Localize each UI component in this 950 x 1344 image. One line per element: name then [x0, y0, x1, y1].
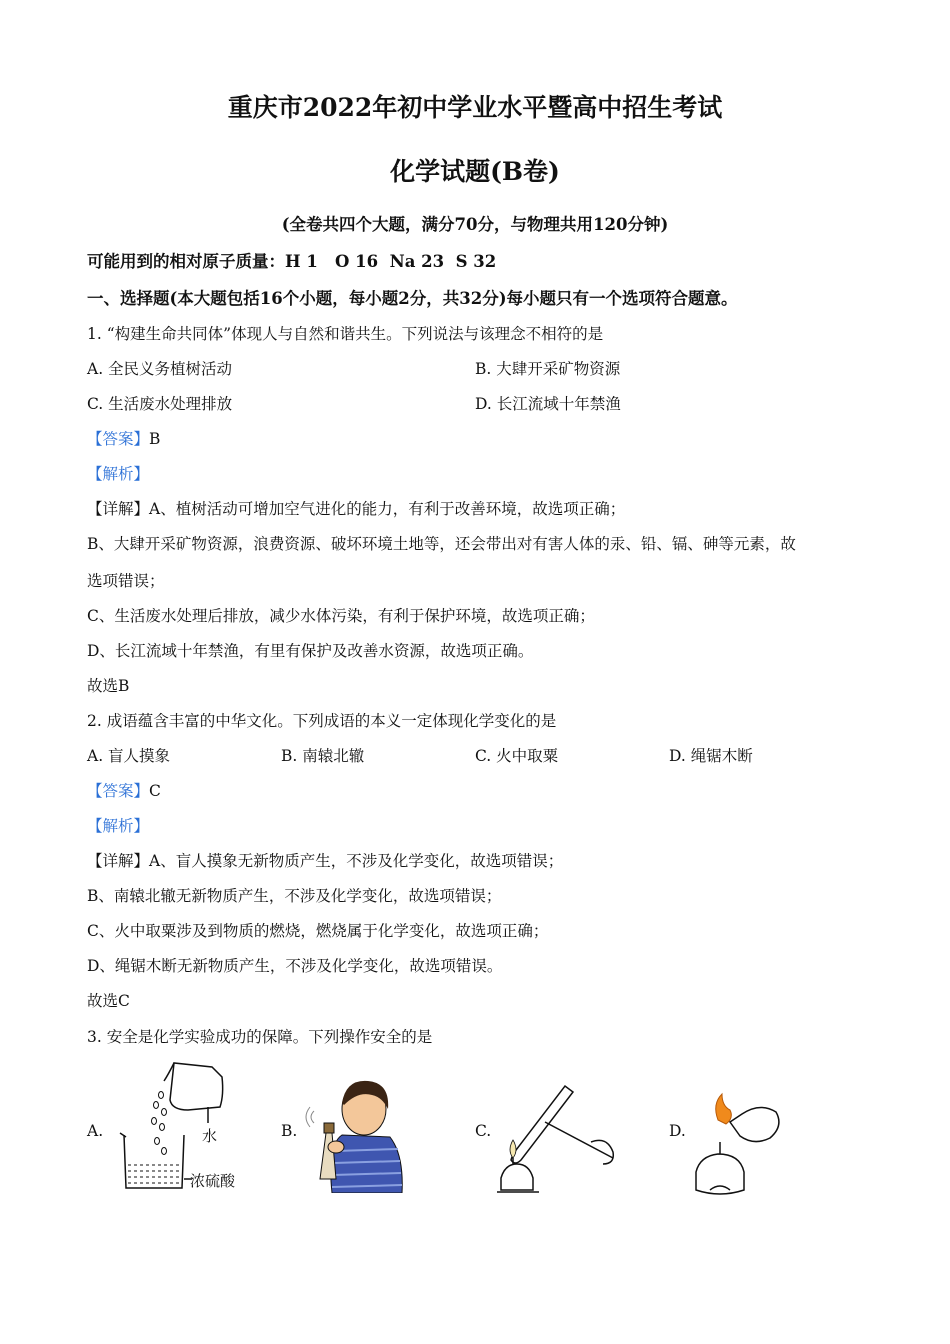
water-drops	[152, 1092, 167, 1155]
beaker-outline	[124, 1135, 184, 1188]
q3-option-d-label: D.	[669, 1122, 686, 1140]
answer-value: C	[149, 782, 161, 800]
bottle	[320, 1133, 336, 1179]
person-bottle-diagram	[302, 1075, 404, 1193]
q3-option-b-label: B.	[281, 1122, 298, 1140]
lighting-diagram	[690, 1090, 785, 1200]
section-heading: 一、选择题(本大题包括16个小题，每小题2分，共32分)每小题只有一个选项符合题意。	[87, 289, 738, 308]
bottle-stopper	[324, 1123, 334, 1133]
smell-waves	[306, 1107, 314, 1127]
q1-detail-line: D、长江流域十年禁渔，有里有保护及改善水资源，故选项正确。	[87, 642, 534, 660]
beaker-spout	[120, 1133, 126, 1137]
q2-detail-line: B、南辕北辙无新物质产生，不涉及化学变化，故选项错误；	[87, 887, 502, 905]
heating-diagram	[495, 1078, 620, 1196]
figure-heating	[495, 1078, 620, 1196]
q2-detail-line: 【详解】A、盲人摸象无新物质产生，不涉及化学变化，故选项错误；	[87, 852, 564, 870]
figure-lighting-lamp	[690, 1090, 785, 1200]
q1-detail-line: 【详解】A、植树活动可增加空气进化的能力，有利于改善环境，故选项正确；	[87, 500, 626, 518]
q2-conclusion: 故选C	[87, 992, 130, 1010]
q1-detail-line: C、生活废水处理后排放，减少水体污染，有利于保护环境，故选项正确；	[87, 607, 595, 625]
lamp-flame	[510, 1140, 516, 1158]
q2-detail-line: C、火中取粟涉及到物质的燃烧，燃烧属于化学变化，故选项正确；	[87, 922, 549, 940]
pouring-vessel	[170, 1063, 223, 1110]
tube-holder	[545, 1122, 613, 1158]
q3-stem: 3. 安全是化学实验成功的保障。下列操作安全的是	[87, 1028, 433, 1046]
exam-subtitle: 化学试题(B卷)	[390, 157, 560, 186]
q1-answer	[87, 427, 160, 449]
q1-conclusion: 故选B	[87, 677, 130, 695]
lamp-base-detail	[710, 1186, 730, 1190]
answer-value: B	[149, 430, 161, 448]
acid-liquid	[128, 1165, 180, 1183]
q2-option-a: A. 盲人摸象	[87, 747, 171, 765]
exam-note: (全卷共四个大题，满分70分，与物理共用120分钟)	[281, 215, 669, 234]
answer-tag: 【答案】	[87, 782, 150, 800]
figure-smelling	[302, 1075, 404, 1193]
answer-tag: 【答案】	[87, 430, 150, 448]
q2-option-b: B. 南辕北辙	[281, 747, 365, 765]
q2-option-d: D. 绳锯木断	[669, 747, 753, 765]
alcohol-lamp	[501, 1164, 533, 1190]
tilted-lamp	[730, 1107, 779, 1141]
q2-answer	[87, 779, 161, 801]
q2-analysis-tag: 【解析】	[87, 817, 150, 835]
water-label: 水	[202, 1127, 218, 1145]
q1-option-b: B. 大肆开采矿物资源	[475, 360, 621, 378]
q3-option-a-label: A.	[87, 1122, 104, 1140]
q1-option-d: D. 长江流域十年禁渔	[475, 395, 621, 413]
q2-detail-line: D、绳锯木断无新物质产生，不涉及化学变化，故选项错误。	[87, 957, 503, 975]
q1-option-c: C. 生活废水处理排放	[87, 395, 233, 413]
q1-analysis-tag: 【解析】	[87, 465, 150, 483]
hand	[328, 1141, 344, 1153]
q1-detail-line: 选项错误；	[87, 572, 165, 590]
atomic-masses: 可能用到的相对原子质量：H 1 O 16 Na 23 S 32	[87, 252, 497, 271]
flame-icon	[716, 1094, 732, 1124]
q2-option-c: C. 火中取粟	[475, 747, 559, 765]
acid-label: 浓硫酸	[190, 1172, 236, 1190]
upright-lamp	[696, 1154, 744, 1194]
q1-stem: 1. “构建生命共同体”体现人与自然和谐共生。下列说法与该理念不相符的是	[87, 325, 604, 343]
figure-dilution	[112, 1055, 247, 1195]
exam-title: 重庆市2022年初中学业水平暨高中招生考试	[227, 93, 723, 122]
q3-option-c-label: C.	[475, 1122, 492, 1140]
q1-option-a: A. 全民义务植树活动	[87, 360, 233, 378]
q1-detail-line: B、大肆开采矿物资源，浪费资源、破坏环境土地等，还会带出对有害人体的汞、铅、镉、砷等元素，故	[87, 535, 796, 553]
test-tube	[511, 1086, 573, 1163]
q2-stem: 2. 成语蕴含丰富的中华文化。下列成语的本义一定体现化学变化的是	[87, 712, 557, 730]
